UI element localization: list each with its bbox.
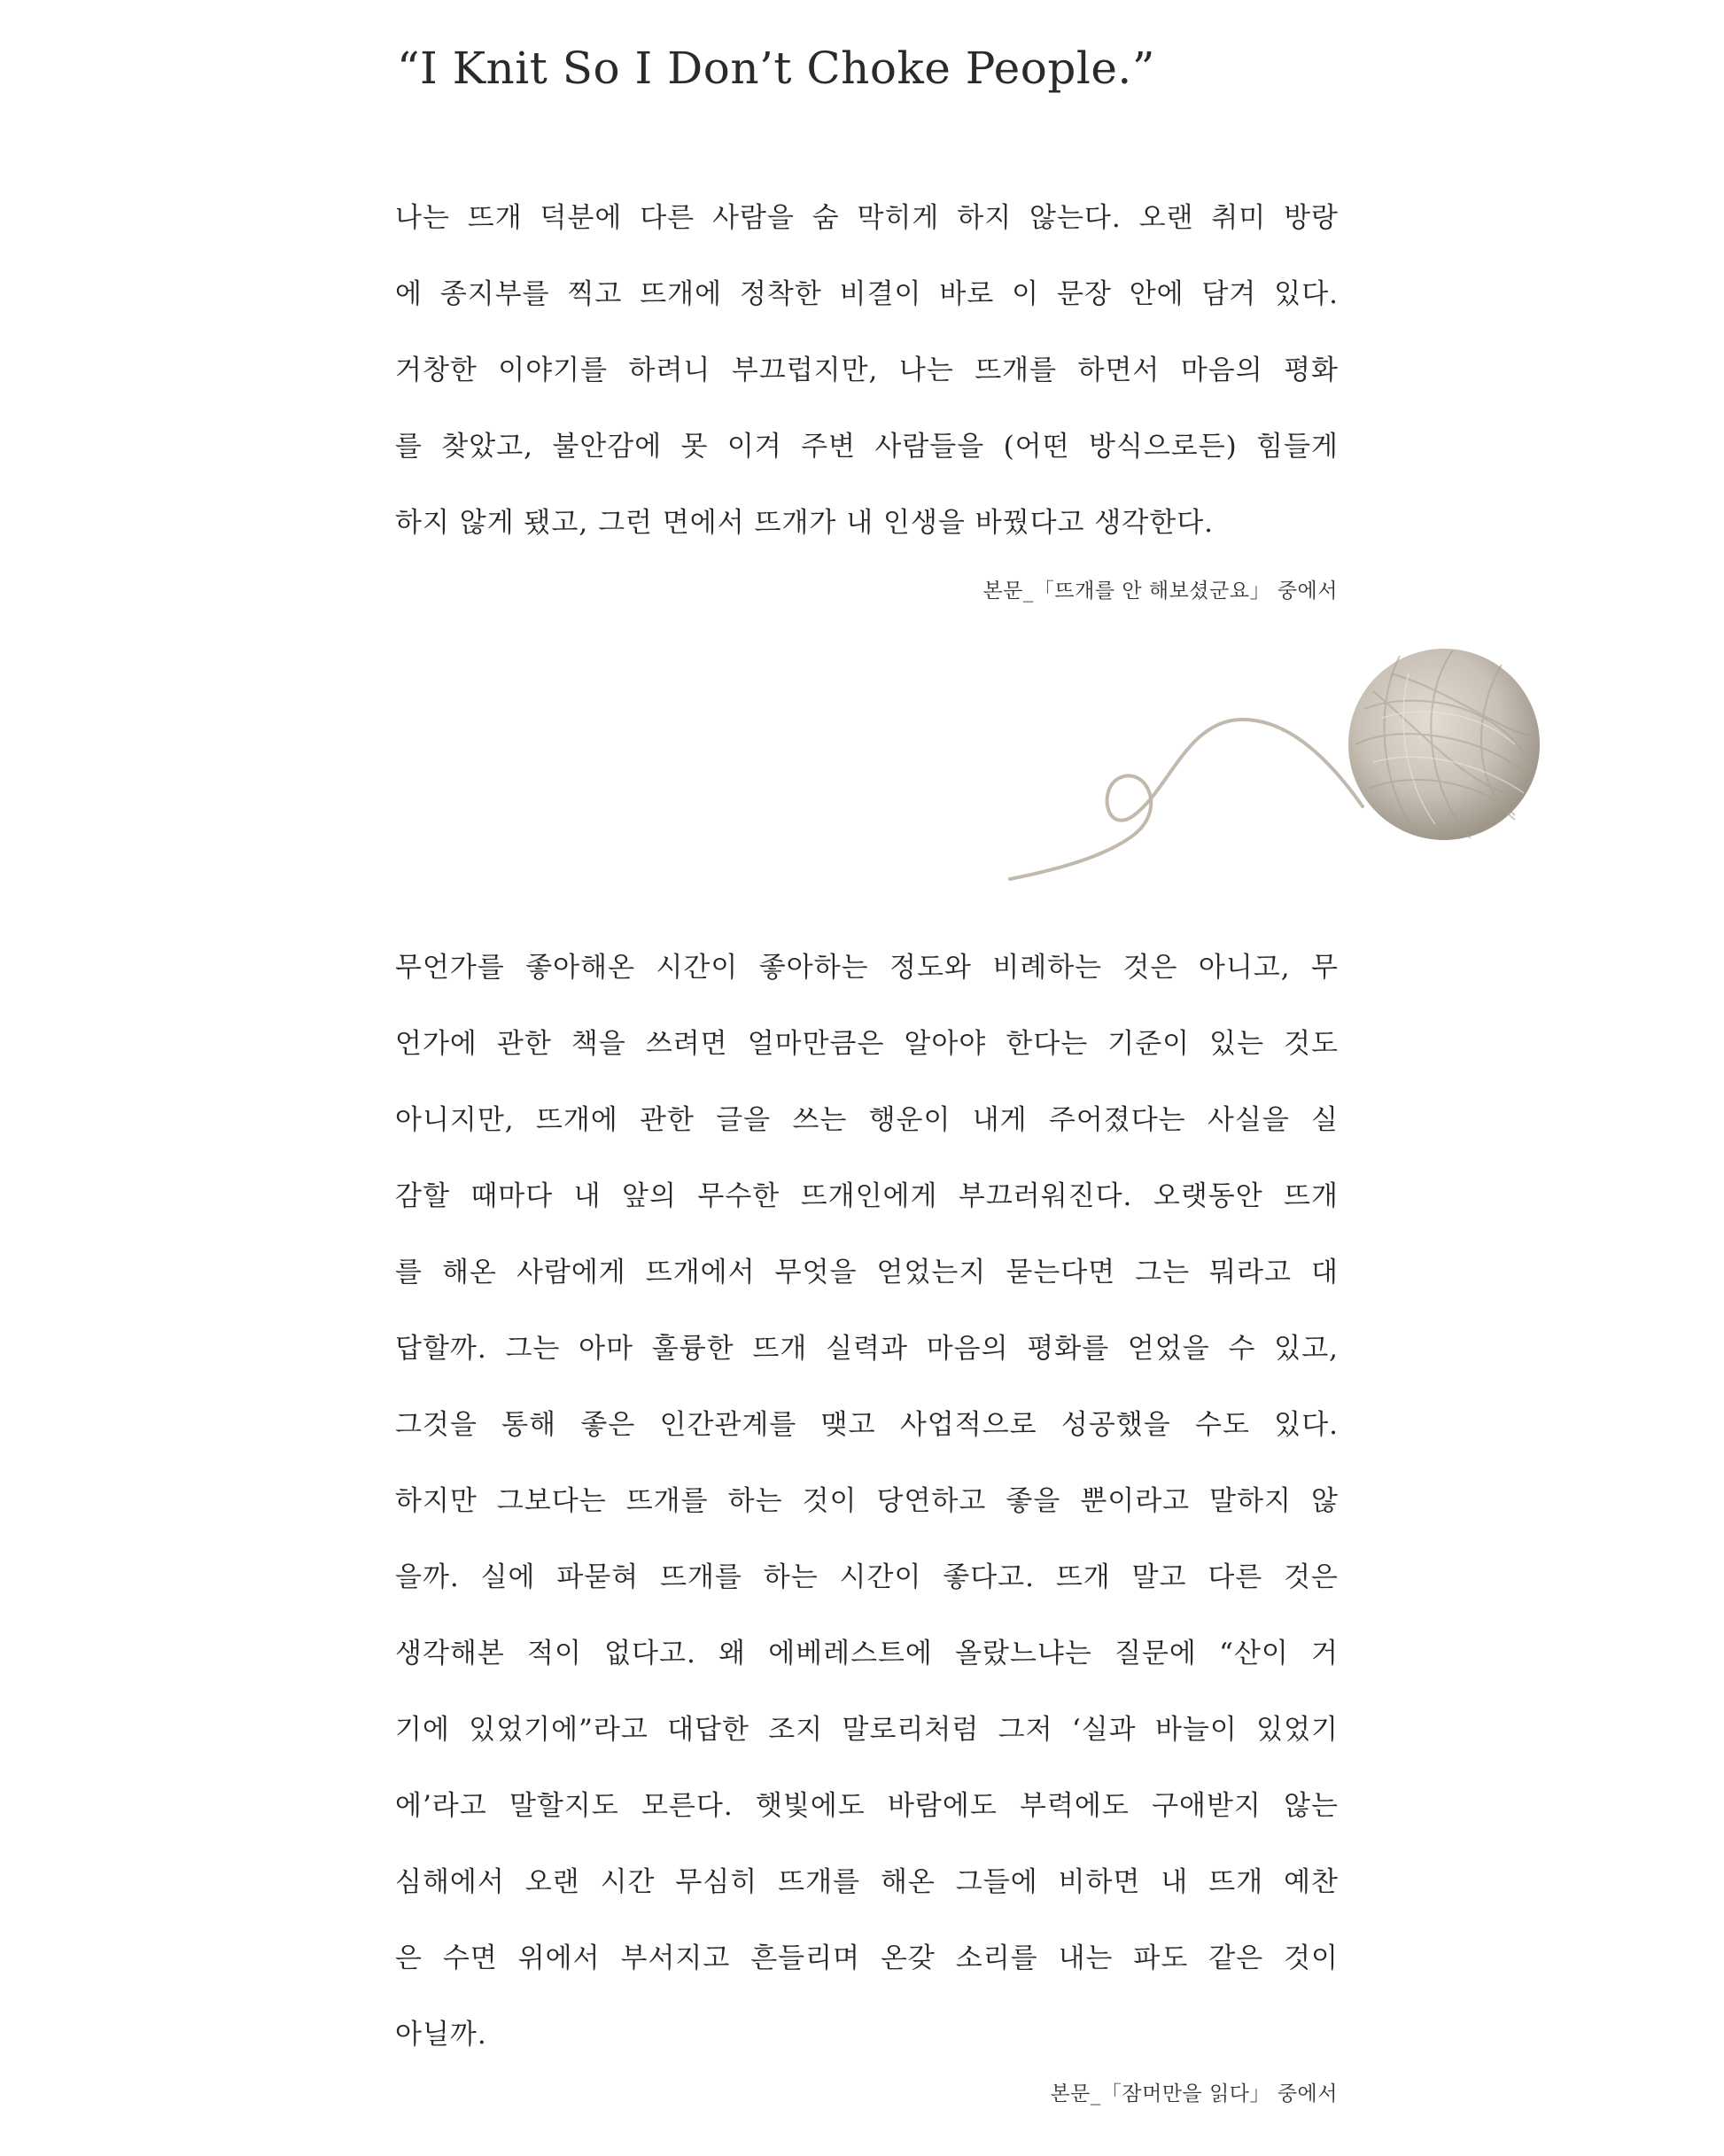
excerpt-paragraph-1 bbox=[395, 180, 1339, 561]
excerpt-source-1: 본문_「뜨개를 안 해보셨군요」 중에서 bbox=[982, 580, 1338, 603]
paragraph-line: 거창한 이야기를 하려니 부끄럽지만, 나는 뜨개를 하면서 마음의 평화 bbox=[395, 354, 1339, 386]
paragraph-line: 을까. 실에 파묻혀 뜨개를 하는 시간이 좋다고. 뜨개 말고 다른 것은 bbox=[395, 1561, 1339, 1593]
paragraph-line: 하지 않게 됐고, 그런 면에서 뜨개가 내 인생을 바꿨다고 생각한다. bbox=[395, 507, 1214, 539]
paragraph-line: 를 해온 사람에게 뜨개에서 무엇을 얻었는지 묻는다면 그는 뭐라고 대 bbox=[395, 1257, 1339, 1288]
page-title: “I Knit So I Don’t Choke People.” bbox=[397, 43, 1155, 94]
paragraph-line: 아니지만, 뜨개에 관한 글을 쓰는 행운이 내게 주어졌다는 사실을 실 bbox=[395, 1104, 1339, 1136]
paragraph-line: 은 수면 위에서 부서지고 흔들리며 온갖 소리를 내는 파도 같은 것이 bbox=[395, 1942, 1339, 1974]
paragraph-line: 무언가를 좋아해온 시간이 좋아하는 정도와 비례하는 것은 아니고, 무 bbox=[395, 952, 1339, 984]
paragraph-line: 기에 있었기에”라고 대답한 조지 말로리처럼 그저 ‘실과 바늘이 있었기 bbox=[395, 1714, 1339, 1746]
paragraph-line: 에 종지부를 찍고 뜨개에 정착한 비결이 바로 이 문장 안에 담겨 있다. bbox=[395, 278, 1339, 310]
paragraph-line: 심해에서 오랜 시간 무심히 뜨개를 해온 그들에 비하면 내 뜨개 예찬 bbox=[395, 1866, 1339, 1898]
paragraph-line: 언가에 관한 책을 쓰려면 얼마만큼은 알아야 한다는 기준이 있는 것도 bbox=[395, 1028, 1339, 1060]
paragraph-line: 그것을 통해 좋은 인간관계를 맺고 사업적으로 성공했을 수도 있다. bbox=[395, 1409, 1339, 1441]
paragraph-line: 하지만 그보다는 뜨개를 하는 것이 당연하고 좋을 뿐이라고 말하지 않 bbox=[395, 1485, 1339, 1517]
paragraph-line: 감할 때마다 내 앞의 무수한 뜨개인에게 부끄러워진다. 오랫동안 뜨개 bbox=[395, 1180, 1339, 1212]
paragraph-line: 아닐까. bbox=[395, 2019, 487, 2051]
yarn-ball-icon bbox=[992, 638, 1559, 904]
paragraph-line: 에’라고 말할지도 모른다. 햇빛에도 바람에도 부력에도 구애받지 않는 bbox=[395, 1790, 1339, 1822]
excerpt-paragraph-2 bbox=[395, 930, 1339, 2073]
paragraph-line: 생각해본 적이 없다고. 왜 에베레스트에 올랐느냐는 질문에 “산이 거 bbox=[395, 1638, 1339, 1670]
paragraph-line: 나는 뜨개 덕분에 다른 사람을 숨 막히게 하지 않는다. 오랜 취미 방랑 bbox=[395, 202, 1339, 234]
paragraph-line: 답할까. 그는 아마 훌륭한 뜨개 실력과 마음의 평화를 얻었을 수 있고, bbox=[395, 1333, 1339, 1365]
excerpt-source-2: 본문_「잠머만을 읽다」 중에서 bbox=[1050, 2082, 1338, 2105]
paragraph-line: 를 찾았고, 불안감에 못 이겨 주변 사람들을 (어떤 방식으로든) 힘들게 bbox=[395, 431, 1339, 463]
